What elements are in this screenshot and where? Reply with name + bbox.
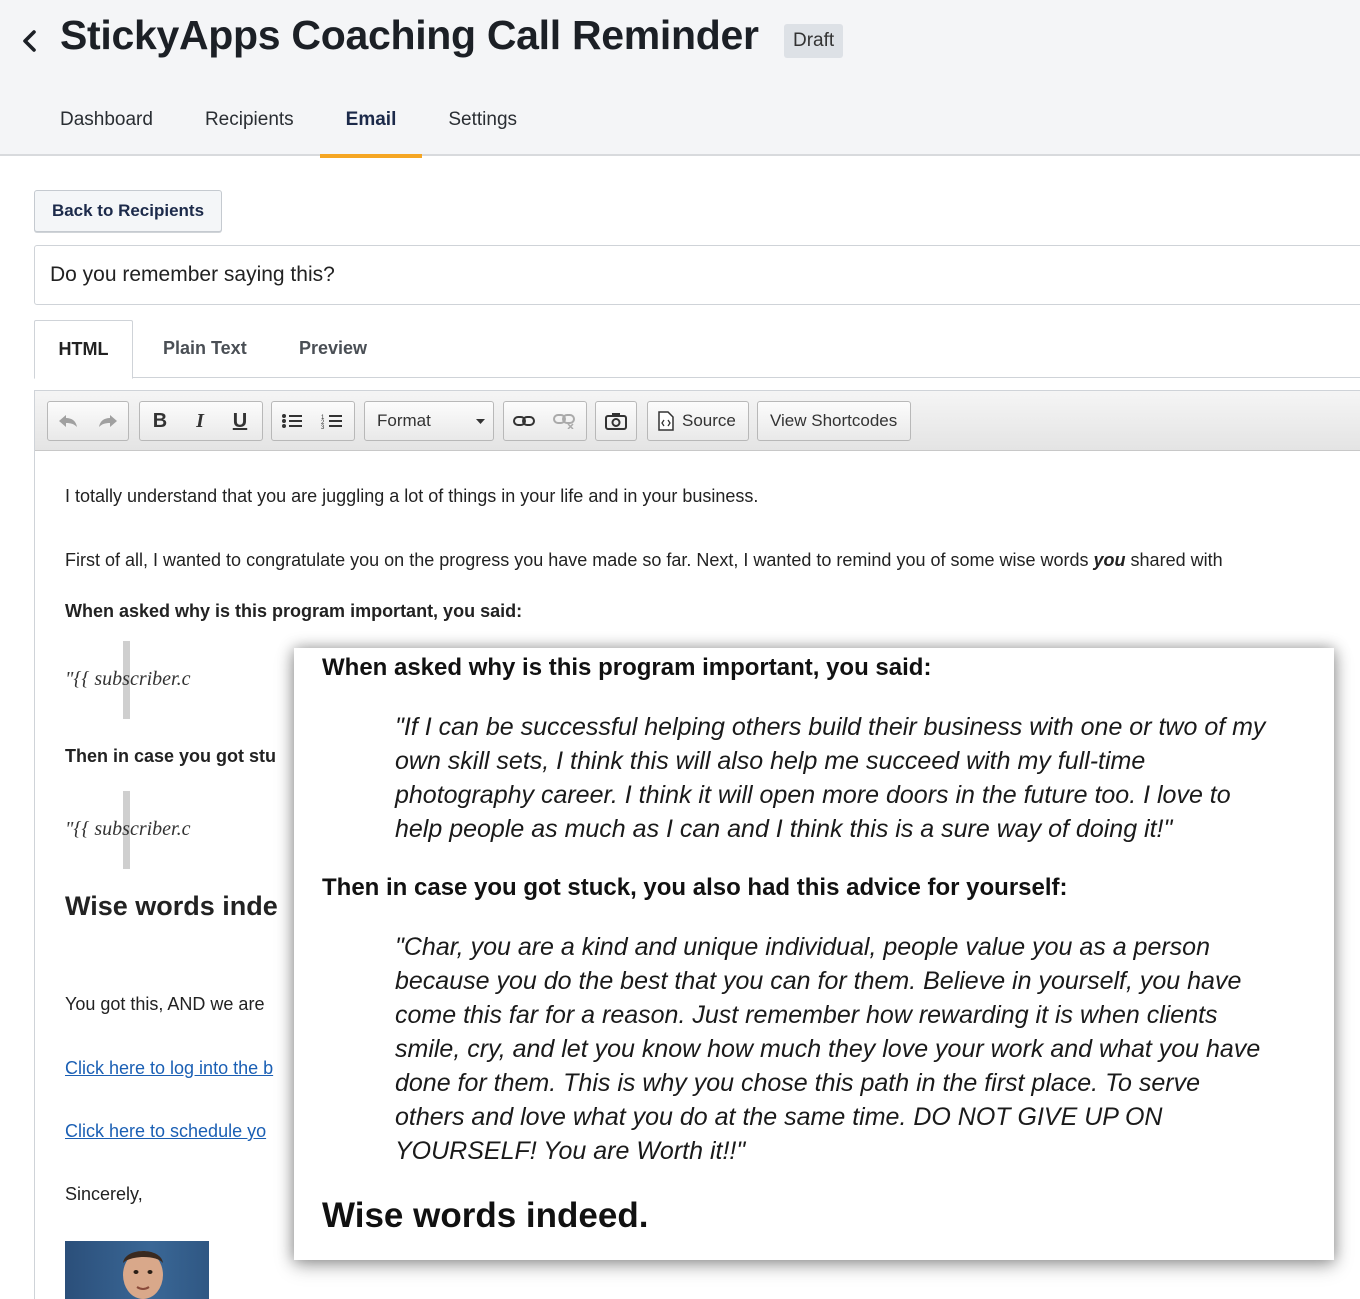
svg-text:1: 1	[321, 415, 325, 421]
view-shortcodes-label: View Shortcodes	[770, 411, 898, 430]
login-link[interactable]: Click here to log into the b	[65, 1058, 274, 1078]
list-group	[271, 401, 355, 441]
back-to-recipients-button[interactable]: Back to Recipients	[34, 190, 222, 232]
tab-settings[interactable]: Settings	[448, 109, 518, 130]
svg-text:2: 2	[321, 420, 325, 426]
blockquote-text: "{{ subscriber.c	[65, 818, 191, 840]
avatar	[65, 1241, 209, 1299]
caret-down-icon	[476, 412, 485, 430]
history-group	[47, 401, 129, 441]
link-icon[interactable]	[504, 402, 544, 440]
underline-icon[interactable]: U	[232, 409, 248, 432]
format-dropdown[interactable]	[364, 401, 494, 441]
source-button[interactable]	[647, 401, 749, 441]
redo-icon[interactable]	[88, 402, 128, 440]
zoom-callout	[294, 648, 1334, 1260]
body-paragraph: First of all, I wanted to congratulate you on the progress you have made so far. Next, I wanted to remind you of some wise words you shared with	[65, 550, 1223, 570]
page-title: StickyApps Coaching Call Reminder	[60, 12, 759, 58]
source-label: Source	[682, 411, 736, 430]
tab-html[interactable]: HTML	[34, 320, 133, 379]
zoom-heading: Then in case you got stuck, you also had this advice for yourself:	[322, 874, 1068, 901]
bullet-list-icon[interactable]	[272, 402, 312, 440]
zoom-quote: "If I can be successful helping others build their business with one or two of my own skill sets, I think this will also help me succeed with my full-time photography career. I think it will open more doors in the future too. I love to help people as much as I can and I think this is a sure way of doing it!"	[395, 713, 1266, 843]
blockquote-text: "{{ subscriber.c	[65, 668, 191, 690]
page-header	[0, 0, 1360, 156]
closing-text: Sincerely,	[65, 1184, 143, 1204]
subject-input[interactable]	[34, 245, 1360, 305]
main-nav	[34, 84, 543, 156]
link-group	[503, 401, 587, 441]
zoom-heading: When asked why is this program important, you said:	[322, 654, 932, 681]
format-label: Format	[377, 411, 431, 430]
editor-tabs	[34, 320, 1360, 378]
italic-icon[interactable]: I	[196, 409, 204, 432]
schedule-link[interactable]: Click here to schedule yo	[65, 1121, 267, 1141]
tab-recipients[interactable]: Recipients	[204, 109, 294, 130]
tab-email[interactable]: Email	[320, 84, 423, 156]
tab-dashboard[interactable]: Dashboard	[60, 109, 153, 130]
tab-preview[interactable]: Preview	[299, 338, 368, 358]
status-badge: Draft	[784, 24, 843, 58]
image-group	[595, 401, 637, 441]
image-icon[interactable]	[596, 402, 636, 440]
undo-icon[interactable]	[48, 402, 88, 440]
body-heading: Then in case you got stu	[65, 746, 277, 766]
unlink-icon[interactable]	[544, 402, 584, 440]
body-heading-large: Wise words inde	[65, 891, 278, 921]
body-heading: When asked why is this program important, you said:	[65, 601, 523, 621]
svg-text:3: 3	[321, 425, 325, 430]
chevron-left-icon[interactable]	[18, 26, 42, 56]
zoom-quote: "Char, you are a kind and unique individual, people value you as a person because you do the best that you can for them. Believe in yourself, you have come this far for a reason. Just remember how rewarding it is when clients smile, cry, and let you know how much they love your work and what you have done for them. This is why you chose this path in the first place. To serve others and love what you do at the same time. DO NOT GIVE UP ON YOURSELF! You are Worth it!!"	[395, 933, 1261, 1165]
text-style-group	[139, 401, 263, 441]
zoom-heading-large: Wise words indeed.	[322, 1196, 649, 1235]
body-paragraph: You got this, AND we are	[65, 994, 265, 1014]
numbered-list-icon[interactable]	[312, 402, 352, 440]
editor-toolbar	[35, 391, 1360, 451]
tab-plain-text[interactable]: Plain Text	[163, 338, 247, 358]
view-shortcodes-button[interactable]	[757, 401, 911, 441]
source-icon	[658, 411, 674, 431]
body-paragraph: I totally understand that you are juggling a lot of things in your life and in your business.	[65, 486, 759, 506]
bold-icon[interactable]: B	[152, 409, 168, 432]
